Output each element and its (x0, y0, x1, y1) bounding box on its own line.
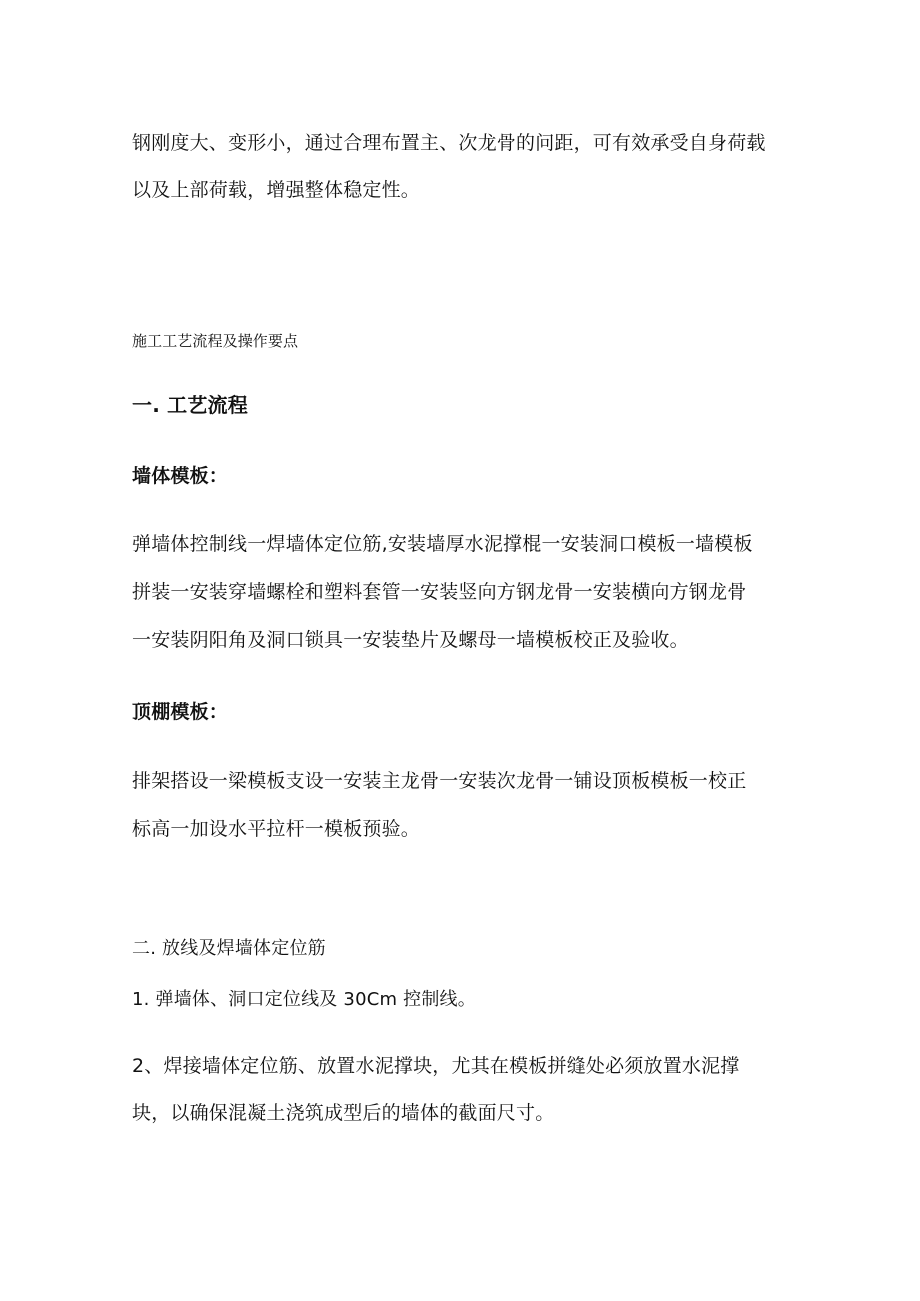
part2-item-2-line-1: 2、焊接墙体定位筋、放置水泥撑块，尤其在模板拼缝处必须放置水泥撑 (132, 1055, 740, 1077)
ceiling-process-line-2: 标高一加设水平拉杆一模板预验。 (132, 818, 421, 840)
wall-process-line-3: 一安装阴阳角及洞口锁具一安装垫片及螺母一墙模板校正及验收。 (132, 629, 689, 651)
ceiling-formwork-heading: 顶棚模板： (132, 701, 229, 723)
wall-formwork-heading: 墙体模板： (132, 465, 229, 487)
intro-line-1: 钢刚度大、变形小，通过合理布置主、次龙骨的问距，可有效承受自身荷载 (132, 132, 766, 154)
ceiling-process-line-1: 排架搭设一梁模板支设一安装主龙骨一安装次龙骨一铺设顶板模板一校正 (132, 770, 747, 792)
part2-heading: 二. 放线及焊墙体定位筋 (132, 938, 326, 959)
part2-item-1: 1. 弹墙体、洞口定位线及 30Cm 控制线。 (132, 989, 476, 1010)
wall-process-line-1: 弹墙体控制线一焊墙体定位筋,安装墙厚水泥撑棍一安装洞口模板一墙模板 (132, 533, 753, 555)
section-title: 施工工艺流程及操作要点 (132, 332, 299, 350)
part1-heading: 一. 工艺流程 (132, 393, 248, 417)
intro-line-2: 以及上部荷载，增强整体稳定性。 (132, 179, 421, 201)
wall-process-line-2: 拼装一安装穿墙螺栓和塑料套管一安装竖向方钢龙骨一安装横向方钢龙骨 (132, 581, 747, 603)
part2-item-2-line-2: 块，以确保混凝土浇筑成型后的墙体的截面尺寸。 (132, 1102, 555, 1124)
